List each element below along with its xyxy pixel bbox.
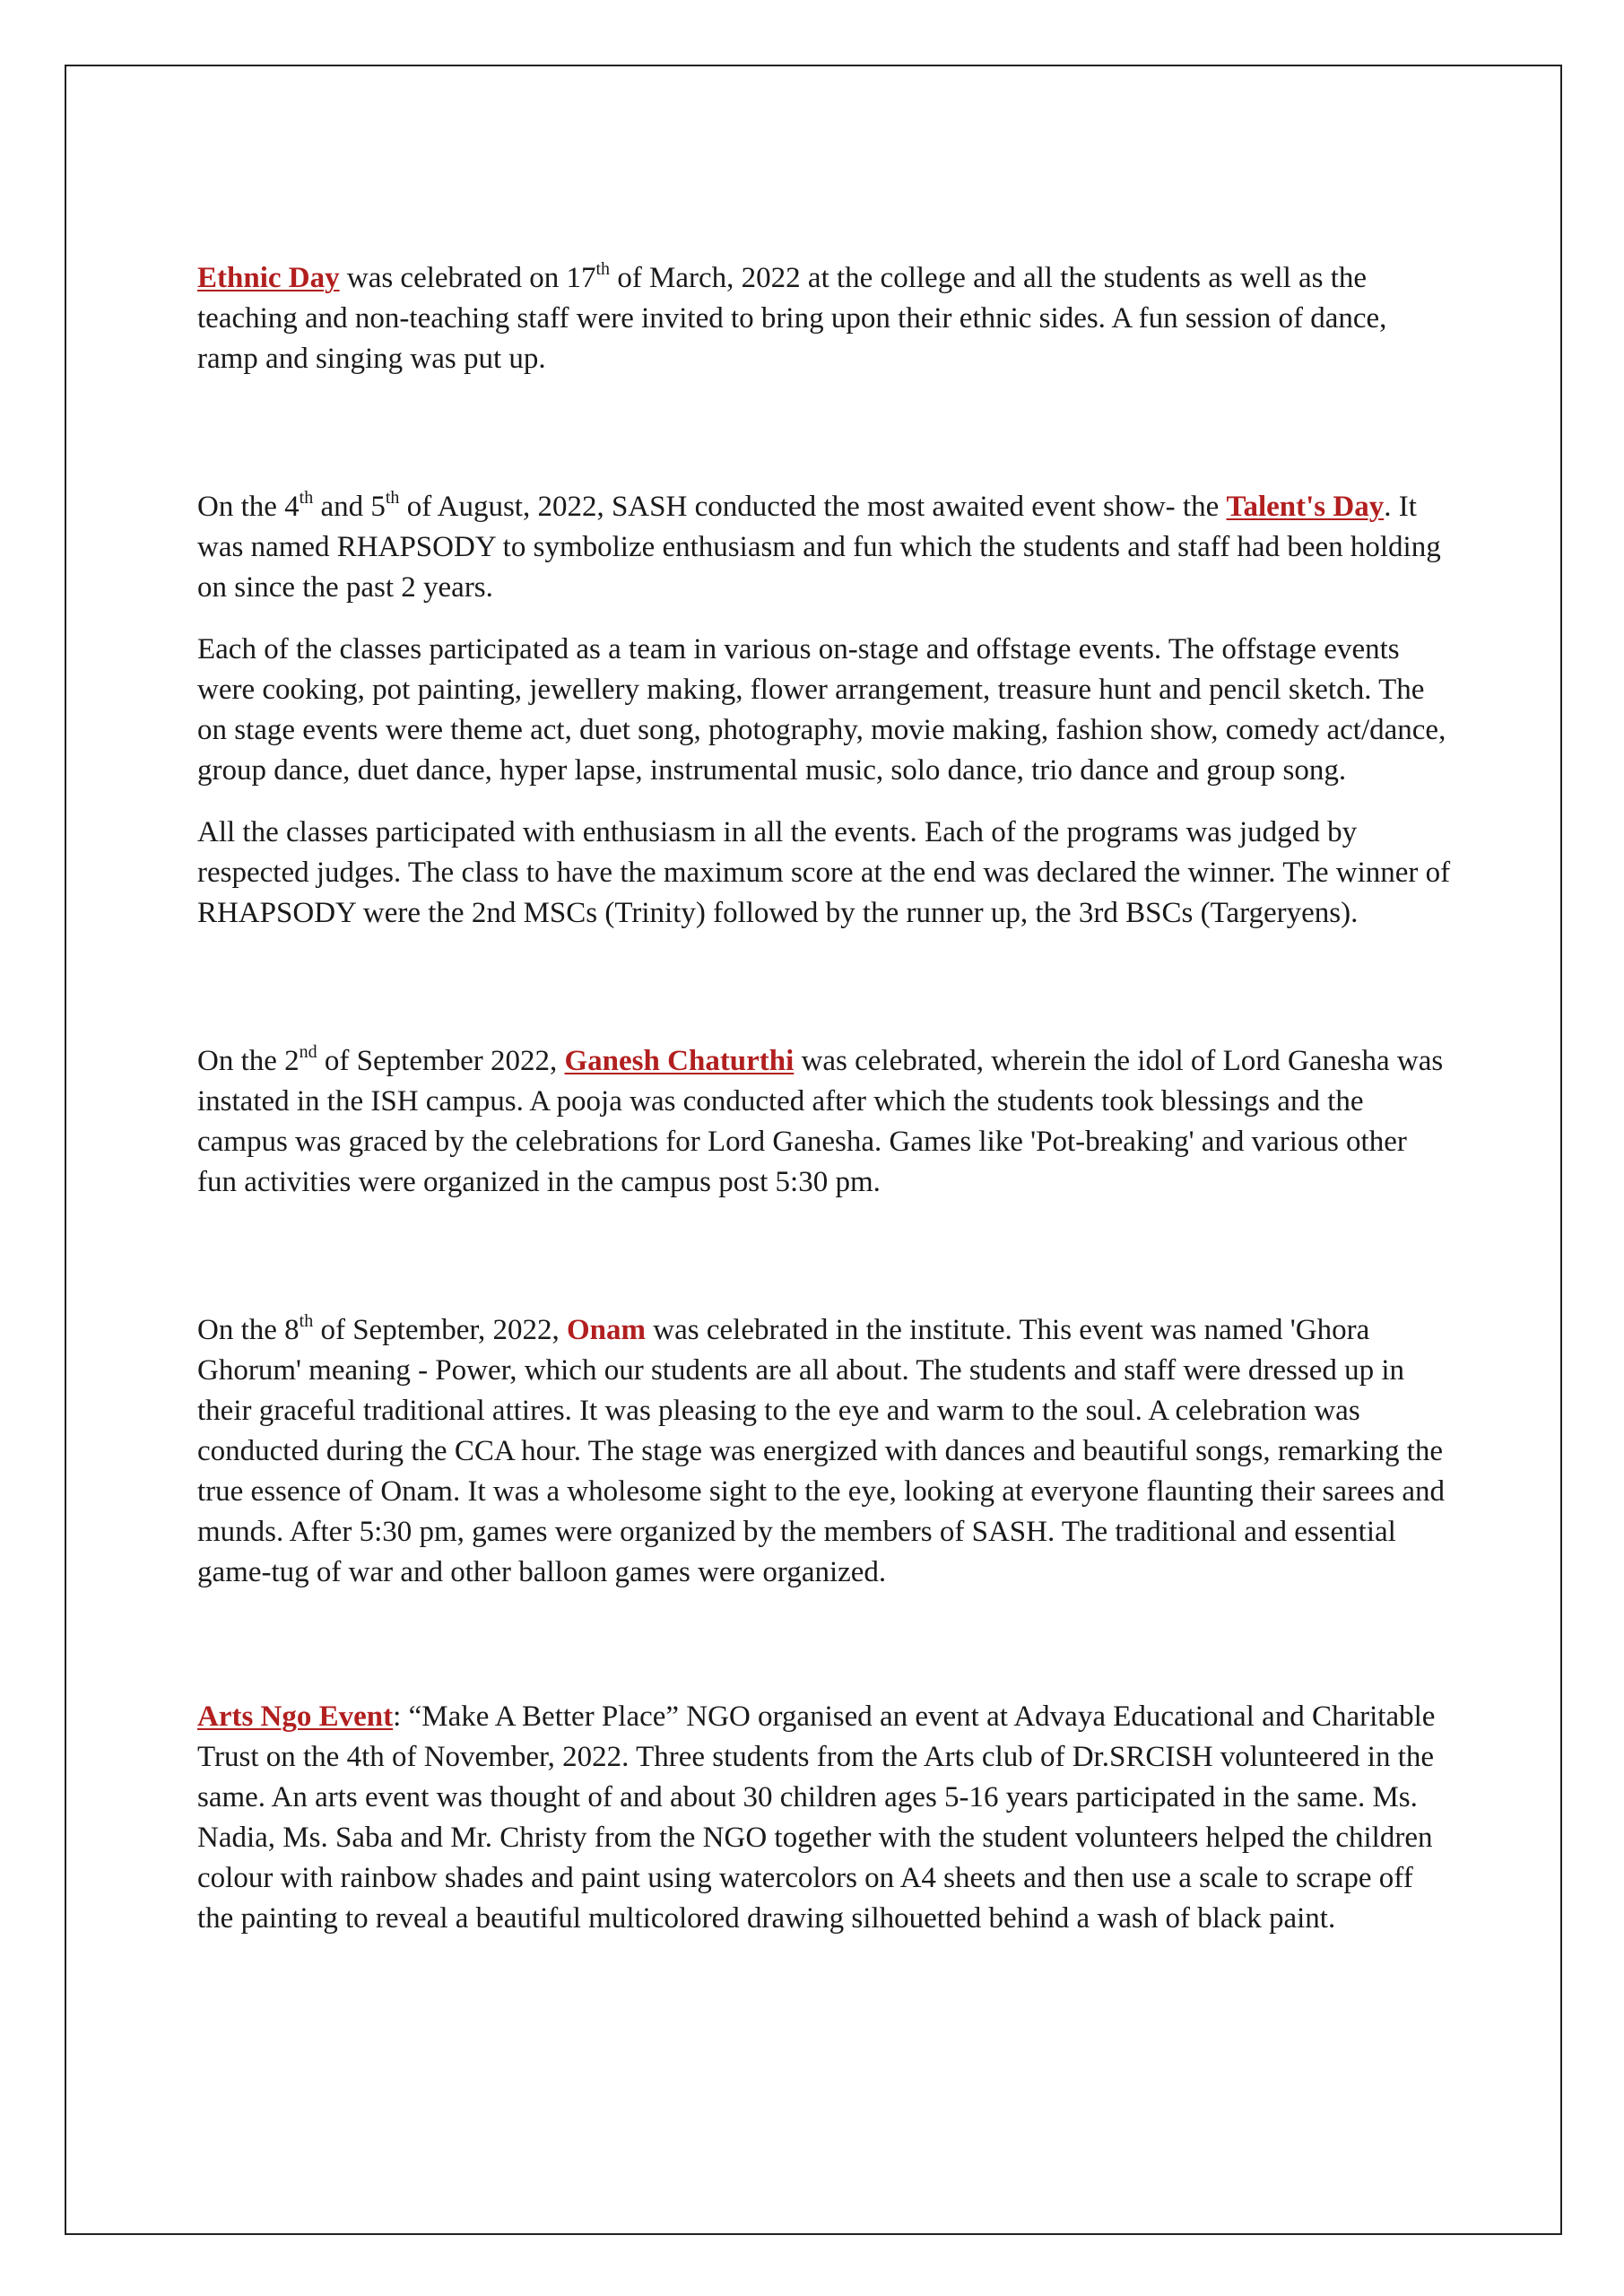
document-body xyxy=(197,258,1453,1939)
arts-ngo-paragraph xyxy=(197,1697,1453,1939)
ethnic-day-paragraph xyxy=(197,258,1453,379)
talents-day-text-2: and 5 xyxy=(313,491,386,523)
talents-day-heading: Talent's Day xyxy=(1226,491,1385,523)
ganesh-text-1: On the 2 xyxy=(197,1045,300,1077)
arts-ngo-heading: Arts Ngo Event xyxy=(197,1700,394,1733)
onam-heading: Onam xyxy=(567,1314,647,1346)
talents-day-text-1: On the 4 xyxy=(197,491,300,523)
onam-paragraph xyxy=(197,1310,1453,1593)
onam-text-3: was celebrated in the institute. This event was named 'Ghora Ghorum' meaning - Power, which our students are all about. The students and staff were dressed up in their graceful traditional attires. It was pleasing to the eye and warm to the soul. A celebration was conducted during the CCA hour. The stage was energized with dances and beautiful songs, remarking the true essence of Onam. It was a wholesome sight to the eye, looking at everyone flaunting their sarees and munds. After 5:30 pm, games were organized by the members of SASH. The traditional and essential game-tug of war and other balloon games were organized. xyxy=(197,1314,1446,1588)
ganesh-text-2: of September 2022, xyxy=(317,1045,565,1077)
talents-day-paragraph xyxy=(197,487,1453,608)
ethnic-day-sup: th xyxy=(595,259,611,279)
talents-day-sup-2: th xyxy=(385,488,400,508)
talents-day-text-4: . It was named RHAPSODY to symbolize enthusiasm and fun which the students and staff had been holding on since the past 2 years. xyxy=(197,491,1441,604)
talents-day-text-3: of August, 2022, SASH conducted the most awaited event show- the xyxy=(399,491,1227,523)
ganesh-text-3: was celebrated, wherein the idol of Lord Ganesha was instated in the ISH campus. A pooja was conducted after which the students took blessings and the campus was graced by the celebrations for Lord Ganesha. Games like 'Pot-breaking' and various other fun activities were organized in the campus post 5:30 pm. xyxy=(197,1045,1444,1198)
onam-sup: th xyxy=(299,1311,314,1331)
ethnic-day-heading: Ethnic Day xyxy=(197,262,340,294)
winners-paragraph: All the classes participated with enthusiasm in all the events. Each of the programs was judged by respected judges. The class to have the maximum score at the end was declared the winner. The winner of RHAPSODY were the 2nd MSCs (Trinity) followed by the runner up, the 3rd BSCs (Targeryens). xyxy=(197,816,1451,929)
talents-day-sup-1: th xyxy=(299,488,314,508)
onam-text-1: On the 8 xyxy=(197,1314,300,1346)
ganesh-chaturthi-heading: Ganesh Chaturthi xyxy=(564,1045,795,1077)
arts-ngo-text: : “Make A Better Place” NGO organised an event at Advaya Educational and Charitable Trust on the 4th of November, 2022. Three students from the Arts club of Dr.SRCISH volunteered in the same. An arts event was thought of and about 30 children ages 5-16 years participated in the same. Ms. Nadia, Ms. Saba and Mr. Christy from the NGO together with the student volunteers helped the children colour with rainbow shades and paint using watercolors on A4 sheets and then use a scale to scrape off the painting to reveal a beautiful multicolored drawing silhouetted behind a wash of black paint. xyxy=(197,1700,1436,1935)
ethnic-day-text-1: was celebrated on 17 xyxy=(339,262,596,294)
ganesh-chaturthi-paragraph xyxy=(197,1041,1453,1203)
ethnic-day-text-2: of March, 2022 at the college and all the students as well as the teaching and non-teaching staff were invited to bring upon their ethnic sides. A fun session of dance, ramp and singing was put up. xyxy=(197,262,1387,375)
events-list-paragraph: Each of the classes participated as a team in various on-stage and offstage events. The offstage events were cooking, pot painting, jewellery making, flower arrangement, treasure hunt and pencil sketch. The on stage events were theme act, duet song, photography, movie making, fashion show, comedy act/dance, group dance, duet dance, hyper lapse, instrumental music, solo dance, trio dance and group song. xyxy=(197,633,1446,787)
onam-text-2: of September, 2022, xyxy=(313,1314,568,1346)
ganesh-sup: nd xyxy=(299,1042,317,1062)
